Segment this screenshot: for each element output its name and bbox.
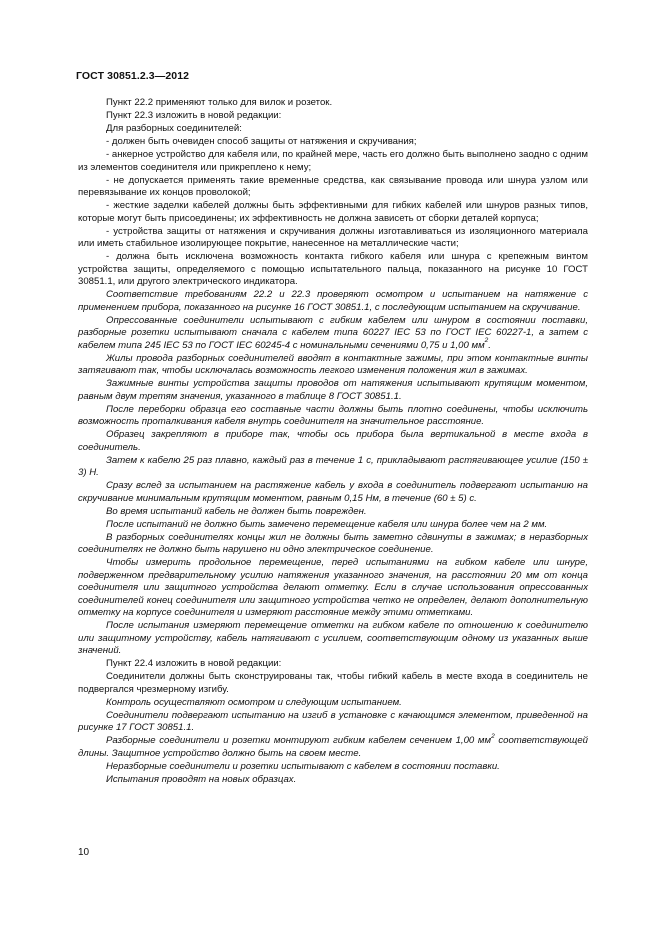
paragraph: - жесткие заделки кабелей должны быть эффективными для гибких кабелей или шнуров разных типов, которые могут быть присоединены; их эффективность не должна зависеть от сборки деталей корпуса; <box>78 200 588 224</box>
paragraph: Пункт 22.2 применяют только для вилок и розеток. <box>106 97 333 108</box>
paragraph: Сразу вслед за испытанием на растяжение кабель у входа в соединитель подвергают испытанию на скручивание минимальным крутящим моментом, равным 0,15 Нм, в течение (60 ± 5) с. <box>78 480 588 504</box>
paragraph: Соединители должны быть сконструированы так, чтобы гибкий кабель в месте входа в соединитель не подвергался чрезмерному изгибу. <box>78 671 588 695</box>
paragraph: Соединители подвергают испытанию на изгиб в установке с качающимся элементом, приведенной на рисунке 17 ГОСТ 30851.1. <box>78 709 588 734</box>
paragraph: Для разборных соединителей: <box>106 123 242 135</box>
paragraph: Пункт 22.3 изложить в новой редакции: <box>106 110 282 122</box>
paragraph: - не допускается применять такие временные средства, как связывание провода или шнура узлом или перевязывание их концов проволокой; <box>78 174 588 199</box>
document-body <box>78 97 588 787</box>
paragraph: Контроль осуществляют осмотром и следующим испытанием. <box>106 696 402 708</box>
paragraph: Чтобы измерить продольное перемещение, перед испытаниями на гибком кабеле или шнуре, подверженном предварительному усилию натяжения указанного значения, на расстоянии 20 мм от конца соединителя или защитного устройства делают отметку. Если в случае использования опрессованных соединителей конец соединителя или защитного устройства четко не определен, делают дополнительную отметку на корпусе соединителя и измеряют расстояние между этими отметками. <box>78 557 588 618</box>
paragraph: Пункт 22.4 изложить в новой редакции: <box>106 658 282 669</box>
paragraph: Затем к кабелю 25 раз плавно, каждый раз в течение 1 с, прикладывают растягивающее усилие (150 ± 3) Н. <box>78 454 588 479</box>
paragraph: Жилы провода разборных соединителей вводят в контактные зажимы, при этом контактные винты затягивают так, чтобы исключалась возможность легкого изменения положения жил в зажимах. <box>78 352 588 377</box>
page-number: 10 <box>78 847 90 858</box>
paragraph: Разборные соединители и розетки монтируют гибким кабелем сечением 1,00 $мм^2$ соответствующей длины. Защитное устройство должно быть на своем месте. <box>78 732 589 759</box>
document-header: ГОСТ 30851.2.3—2012 <box>76 70 190 82</box>
paragraph: После испытания измеряют перемещение отметки на гибком кабеле по отношению к соединителю или защитному устройству, кабель натягивают с усилием, соответствующим одному из указанных выше значений. <box>78 620 588 656</box>
paragraph: После испытаний не должно быть замечено перемещение кабеля или шнура более чем на 2 мм. <box>106 518 548 530</box>
paragraph: В разборных соединителях концы жил не должны быть заметно сдвинуты в зажимах; в неразборных соединителях не должно быть нарушено ни одно электрическое соединение. <box>78 531 588 556</box>
paragraph: Соответствие требованиям 22.2 и 22.3 проверяют осмотром и испытанием на натяжение с применением прибора, показанного на рисунке 16 ГОСТ 30851.1, с последующим испытанием на скручивание. <box>78 289 588 313</box>
paragraph: - анкерное устройство для кабеля или, по крайней мере, часть его должно быть выполнено заодно с одним из элементов соединителя или прикреплено к нему; <box>78 149 588 173</box>
paragraph: Неразборные соединители и розетки испытывают с кабелем в состоянии поставки. <box>106 760 500 772</box>
paragraph: Испытания проводят на новых образцах. <box>106 773 297 785</box>
paragraph: Во время испытаний кабель не должен быть поврежден. <box>106 505 367 517</box>
paragraph: - должен быть очевиден способ защиты от натяжения и скручивания; <box>106 136 417 148</box>
paragraph: Образец закрепляют в приборе так, чтобы ось прибора была вертикальной в месте входа в соединитель. <box>78 429 588 453</box>
paragraph: - устройства защиты от натяжения и скручивания должны изготавливаться из изоляционного материала или иметь стабильное изолирующее покрытие, нанесенное на металлические части; <box>78 225 588 250</box>
paragraph: После переборки образца его составные части должны быть плотно соединены, чтобы исключить возможность проталкивания кабеля внутрь соединителя на значительное расстояние. <box>78 403 588 428</box>
paragraph: Опрессованные соединители испытывают с гибким кабелем или шнуром в состоянии поставки, разборные розетки испытывают сначала с кабелем типа 60227 IEC 53 по ГОСТ IEC 60227-1, а затем с кабелем типа 245 IEC 53 по ГОСТ IEC 60245-4 с номинальными сечениями 0,75 и 1,00 $мм^2$. <box>78 314 588 351</box>
paragraph: - должна быть исключена возможность контакта гибкого кабеля или шнура с крепежным винтом устройства защиты, определяемого с помощью испытательного пальца, показанного на рисунке 10 ГОСТ 30851.1, или другого электрического индикатора. <box>78 251 588 288</box>
paragraph: Зажимные винты устройства защиты проводов от натяжения испытывают крутящим моментом, равным двум третям значения, указанного в таблице 8 ГОСТ 30851.1. <box>78 378 588 402</box>
